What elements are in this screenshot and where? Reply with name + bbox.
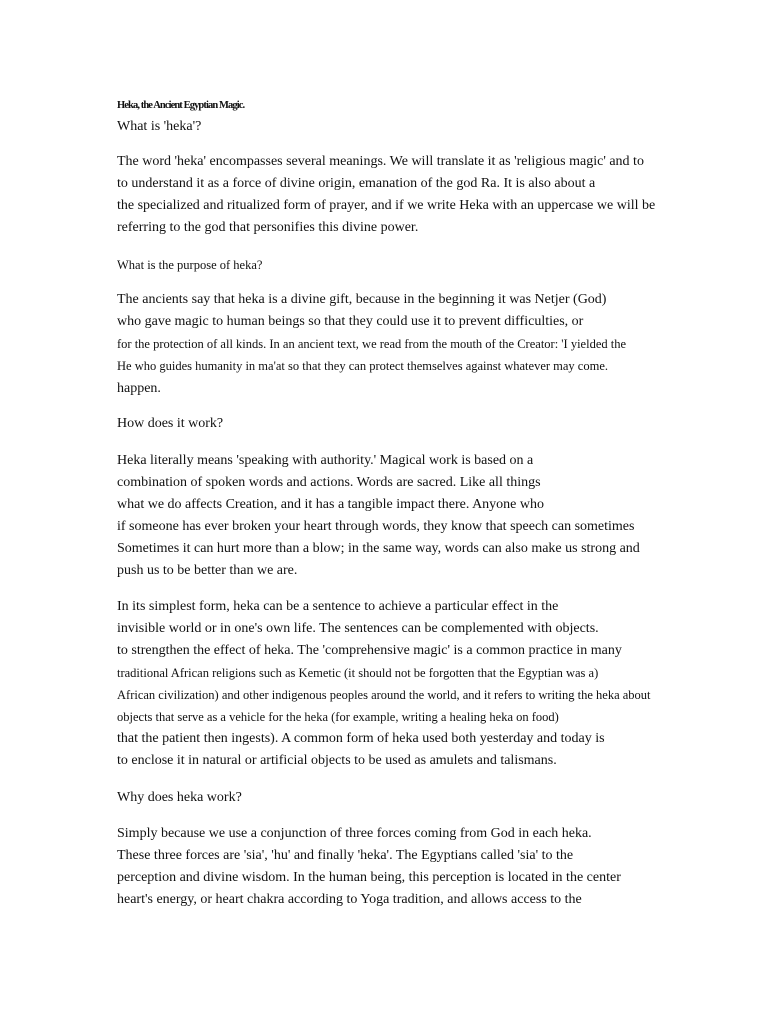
section-heading: What is the purpose of heka? (117, 258, 263, 272)
text-line: to enclose it in natural or artificial objects to be used as amulets and talismans. (117, 753, 557, 768)
text-line: heart's energy, or heart chakra according to Yoga tradition, and allows access to the (117, 892, 582, 907)
section-heading: Why does heka work? (117, 790, 242, 805)
text-line: Heka literally means 'speaking with authority.' Magical work is based on a (117, 453, 534, 468)
text-line: African civilization) and other indigenous peoples around the world, and it refers to writing the heka about (117, 688, 651, 702)
text-line: what we do affects Creation, and it has a tangible impact there. Anyone who (117, 497, 544, 512)
text-line: for the protection of all kinds. In an ancient text, we read from the mouth of the Creator: 'I yielded the (117, 337, 627, 351)
text-line: combination of spoken words and actions. Words are sacred. Like all things (117, 475, 541, 490)
text-line: These three forces are 'sia', 'hu' and finally 'heka'. The Egyptians called 'sia' to the (117, 848, 574, 863)
text-line: The ancients say that heka is a divine gift, because in the beginning it was Netjer (God) (117, 292, 607, 307)
document-title: Heka, the Ancient Egyptian Magic. (117, 100, 245, 111)
text-line: to understand it as a force of divine origin, emanation of the god Ra. It is also about a (117, 176, 596, 191)
text-line: perception and divine wisdom. In the human being, this perception is located in the center (117, 870, 621, 885)
text-line: invisible world or in one's own life. The sentences can be complemented with objects. (117, 621, 599, 636)
text-line: Simply because we use a conjunction of three forces coming from God in each heka. (117, 826, 592, 841)
text-line: He who guides humanity in ma'at so that they can protect themselves against whatever may come. (117, 359, 608, 373)
text-line: that the patient then ingests). A common form of heka used both yesterday and today is (117, 731, 605, 746)
text-line: In its simplest form, heka can be a sentence to achieve a particular effect in the (117, 599, 559, 614)
text-line: if someone has ever broken your heart through words, they know that speech can sometimes (117, 519, 635, 534)
text-line: happen. (117, 381, 161, 396)
text-line: objects that serve as a vehicle for the heka (for example, writing a healing heka on food) (117, 710, 559, 724)
text-line: The word 'heka' encompasses several meanings. We will translate it as 'religious magic' and to (117, 154, 644, 169)
text-line: referring to the god that personifies this divine power. (117, 220, 419, 235)
text-line: push us to be better than we are. (117, 563, 298, 578)
text-line: traditional African religions such as Kemetic (it should not be forgotten that the Egyptian was a) (117, 666, 599, 680)
text-line: who gave magic to human beings so that they could use it to prevent difficulties, or (117, 314, 584, 329)
section-heading: How does it work? (117, 416, 224, 431)
text-line: the specialized and ritualized form of prayer, and if we write Heka with an uppercase we will be (117, 198, 656, 213)
text-line: to strengthen the effect of heka. The 'comprehensive magic' is a common practice in many (117, 643, 622, 658)
section-heading: What is 'heka'? (117, 119, 202, 134)
text-line: Sometimes it can hurt more than a blow; in the same way, words can also make us strong and (117, 541, 640, 556)
